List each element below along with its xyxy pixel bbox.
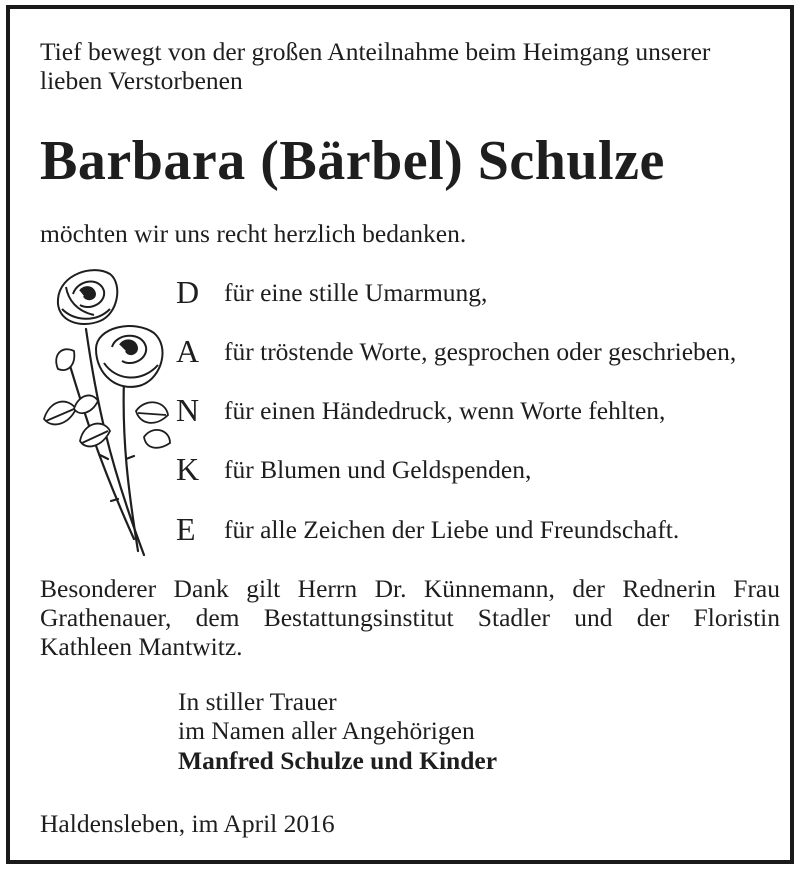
- danke-letter: K: [176, 451, 200, 487]
- special-thanks-line-2: Grathenauer, dem Bestattungsinstitut Stadler und der Floristin: [40, 603, 780, 632]
- signature-line-1: In stiller Trauer: [178, 687, 337, 716]
- special-thanks: [40, 574, 780, 632]
- danke-text: für eine stille Umarmung,: [224, 278, 488, 307]
- place-date: Haldensleben, im April 2016: [40, 809, 335, 838]
- signature-line-2: im Namen aller Angehörigen: [178, 716, 475, 745]
- danke-text: für tröstende Worte, gesprochen oder geschrieben,: [224, 337, 737, 366]
- intro-text: [40, 37, 780, 95]
- thanks-line: möchten wir uns recht herzlich bedanken.: [40, 219, 467, 248]
- danke-text: für Blumen und Geldspenden,: [224, 455, 532, 484]
- signature-names: Manfred Schulze und Kinder: [178, 746, 498, 775]
- notice-frame: [6, 5, 794, 864]
- special-thanks-line-3: Kathleen Mantwitz.: [40, 632, 243, 661]
- intro-line-1: Tief bewegt von der großen Anteilnahme beim Heimgang unserer: [40, 37, 711, 66]
- danke-letter: A: [176, 333, 200, 369]
- special-thanks-line-1: Besonderer Dank gilt Herrn Dr. Künnemann, der Rednerin Frau: [40, 574, 780, 603]
- deceased-name: Barbara (Bärbel) Schulze: [40, 130, 665, 192]
- danke-letter: N: [176, 392, 200, 428]
- rose-bouquet-icon: [38, 259, 178, 559]
- intro-line-2: lieben Verstorbenen: [40, 66, 243, 95]
- danke-letter: D: [176, 274, 200, 310]
- danke-letter: E: [176, 511, 196, 547]
- danke-text: für einen Händedruck, wenn Worte fehlten,: [224, 396, 666, 425]
- danke-text: für alle Zeichen der Liebe und Freundschaft.: [224, 515, 680, 544]
